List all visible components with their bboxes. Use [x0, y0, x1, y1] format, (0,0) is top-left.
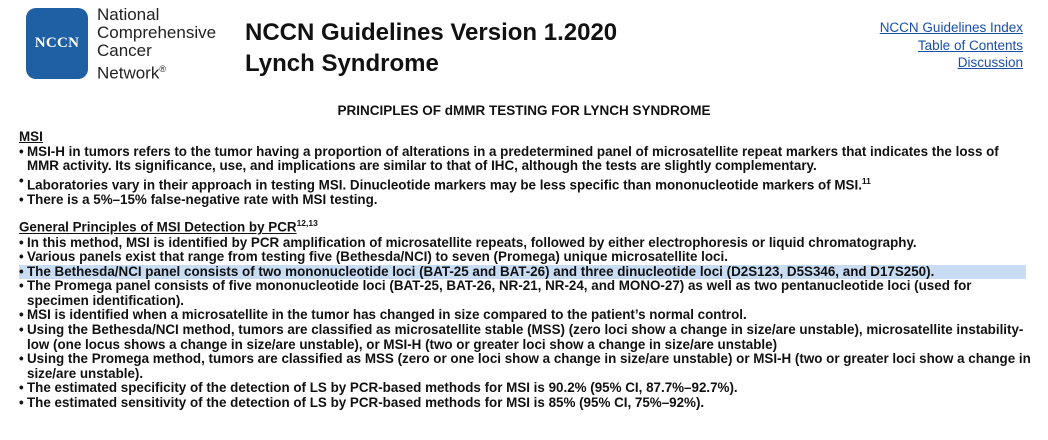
org-name-network: Network — [97, 63, 160, 83]
msi-bullet-list — [19, 145, 1034, 208]
guidelines-index-link[interactable]: NCCN Guidelines Index — [879, 20, 1023, 35]
msi-bullet — [19, 145, 1034, 174]
msi-bullet — [19, 193, 1034, 208]
bullet-text: MSI-H in tumors refers to the tumor having a proportion of alterations in a predetermined panel of microsatellite repeat markers that indicates the loss of MMR activity. Its significance, use, and implications are similar to that of IHC, although the tests are slightly complementary. — [27, 143, 999, 174]
msi-heading-text: MSI — [19, 129, 43, 144]
pcr-bullet: • Using the Bethesda/NCI method, tumors are classified as microsatellite stable (MSS) (zero loci show a change in size/are unstable), microsatellite instability-low (one locus shows a change in size/are unstable), or MSI-H (two or greater loci show a change in size/are unstable) — [19, 323, 1034, 352]
org-name-line: Comprehensive — [97, 23, 217, 42]
navigation-links — [880, 19, 1023, 72]
logo-text: NCCN — [34, 35, 80, 51]
page-content — [19, 130, 1034, 411]
pcr-bullet: • The estimated specificity of the detection of LS by PCR-based methods for MSI is 90.2% (95% CI, 87.7%–92.7%). — [19, 381, 1034, 396]
guideline-title — [245, 17, 617, 79]
pcr-bullet: • The Promega panel consists of five mononucleotide loci (BAT-25, BAT-26, NR-21, NR-24, and MONO-27) as well as two pentanucleotide loci (used for specimen identification). — [19, 279, 1034, 308]
pcr-bullet: • In this method, MSI is identified by PCR amplification of microsatellite repeats, followed by either electrophoresis or liquid chromatography. — [19, 236, 1034, 251]
org-name-line — [97, 60, 216, 83]
bullet-text: There is a 5%–15% false-negative rate with MSI testing. — [27, 191, 378, 207]
guideline-version: NCCN Guidelines Version 1.2020 — [245, 19, 618, 46]
pcr-bullet: • Various panels exist that range from testing five (Bethesda/NCI) to seven (Promega) unique microsatellite loci. — [19, 250, 1034, 265]
org-name-line: Cancer — [97, 41, 152, 60]
trademark-symbol: ® — [159, 64, 166, 74]
pcr-bullet: • MSI is identified when a microsatellite in the tumor has changed in size compared to the patient’s normal control. — [19, 308, 1034, 323]
bullet-text: Laboratories vary in their approach in testing MSI. Dinucleotide markers may be less specific than mononucleotide markers of MSI. — [27, 177, 862, 193]
pcr-heading-text: General Principles of MSI Detection by PCR — [19, 219, 297, 235]
page-header — [0, 0, 1048, 90]
pcr-heading — [19, 216, 1034, 235]
table-of-contents-link[interactable]: Table of Contents — [917, 37, 1023, 53]
msi-bullet — [19, 174, 1034, 193]
reference-number: 11 — [861, 175, 871, 186]
section-title: PRINCIPLES OF dMMR TESTING FOR LYNCH SYNDROME — [337, 103, 711, 118]
nccn-logo — [26, 8, 88, 79]
organization-name — [97, 6, 216, 83]
pcr-bullet: • Using the Promega method, tumors are classified as MSS (zero or one loci show a change in size/are unstable) or MSI-H (two or greater loci show a change in size/are unstable). — [19, 352, 1034, 381]
reference-number: 12,13 — [296, 218, 318, 229]
discussion-link[interactable]: Discussion — [957, 55, 1023, 70]
msi-heading — [19, 130, 1034, 145]
pcr-bullet-list — [19, 236, 1034, 411]
guideline-topic: Lynch Syndrome — [245, 50, 439, 77]
pcr-bullet: • The estimated sensitivity of the detection of LS by PCR-based methods for MSI is 85% (95% CI, 75%–92%). — [19, 396, 1034, 411]
org-name-line: National — [97, 5, 160, 24]
pcr-bullet-highlighted[interactable]: • The Bethesda/NCI panel consists of two mononucleotide loci (BAT-25 and BAT-26) and three dinucleotide loci (D2S123, D5S346, and D17S250). — [19, 265, 1026, 280]
